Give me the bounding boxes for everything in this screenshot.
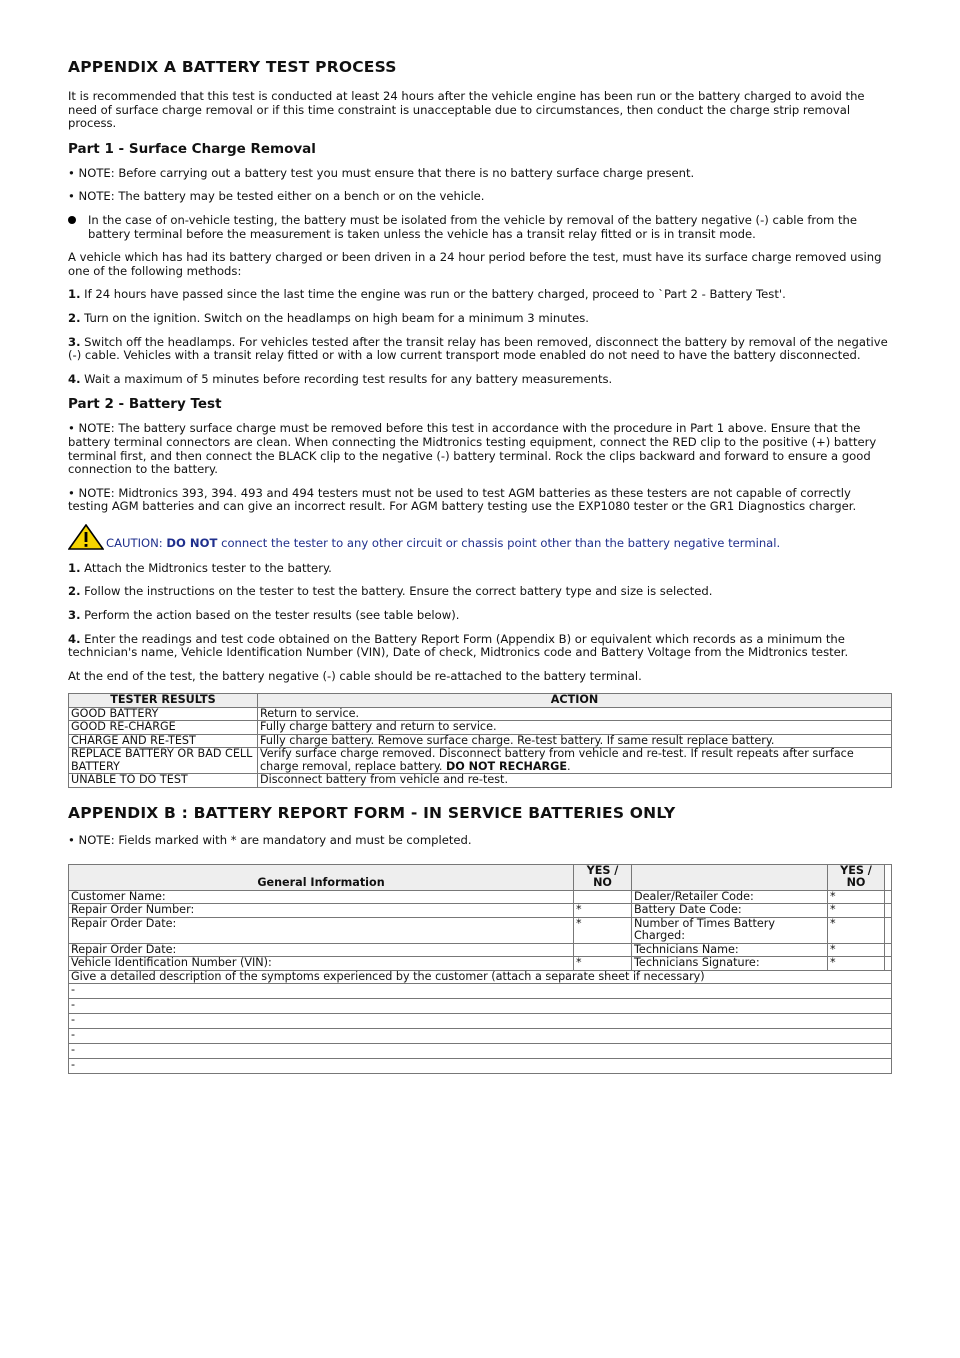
table-row	[69, 943, 892, 957]
part1-step-1	[68, 288, 892, 302]
tester-results-table	[68, 693, 892, 788]
action-cell	[258, 748, 892, 774]
symptom-line-field[interactable]: -	[69, 984, 892, 999]
table-row	[69, 890, 892, 904]
result-cell: GOOD BATTERY	[69, 707, 258, 721]
table-row	[69, 707, 892, 721]
symptom-line[interactable]	[69, 1029, 892, 1044]
mandatory-mark: *	[574, 904, 632, 918]
step-number: 3.	[68, 608, 81, 623]
form-label: Number of Times Battery Charged:	[632, 917, 828, 943]
mandatory-mark: *	[828, 904, 885, 918]
caution-notice	[68, 524, 892, 550]
caution-body: connect the tester to any other circuit or chassis point other than the battery negative terminal.	[217, 535, 781, 550]
note-connection: • NOTE: The battery surface charge must be removed before this test in accordance with the procedure in Part 1 above. Ensure that the battery terminal connectors are clean. When connecting the Midtronics testing equipment, connect the RED clip to the positive (+) battery terminal first, and then connect the BLACK clip to the negative (-) battery terminal. Rock the clips backward and forward to ensure a good connection to the battery.	[68, 421, 877, 477]
step-number: 2.	[68, 584, 81, 599]
battery-report-form	[68, 864, 892, 1075]
part2-step-2	[68, 585, 892, 599]
form-label: Repair Order Number:	[69, 904, 574, 918]
step-text: Turn on the ignition. Switch on the headlamps on high beam for a minimum 3 minutes.	[80, 310, 589, 325]
result-cell: UNABLE TO DO TEST	[69, 774, 258, 788]
table-row	[69, 904, 892, 918]
header-yes-no-2: YES / NO	[828, 864, 885, 890]
step-text: Enter the readings and test code obtained on the Battery Report Form (Appendix B) or equivalent which records as a minimum the technician's name, Vehicle Identification Number (VIN), Date of check, Midtronics code and Battery Voltage from the Midtronics tester.	[68, 631, 849, 660]
closing-paragraph: At the end of the test, the battery negative (-) cable should be re-attached to the battery terminal.	[68, 668, 642, 683]
part1-step-2	[68, 312, 892, 326]
note-surface-charge: • NOTE: Before carrying out a battery test you must ensure that there is no battery surface charge present.	[68, 165, 695, 180]
appendix-b-title: APPENDIX B : BATTERY REPORT FORM - IN SERVICE BATTERIES ONLY	[68, 803, 676, 822]
symptom-line[interactable]	[69, 1014, 892, 1029]
table-row	[69, 748, 892, 774]
note-agm: • NOTE: Midtronics 393, 394. 493 and 494 testers must not be used to test AGM batteries as these testers are not capable of correctly testing AGM batteries and can give an incorrect result. For AGM battery testing use the EXP1080 tester or the GR1 Diagnostics charger.	[68, 485, 857, 514]
caution-emphasis: DO NOT	[166, 535, 218, 550]
header-blank	[632, 864, 828, 890]
form-label: Vehicle Identification Number (VIN):	[69, 957, 574, 971]
mandatory-mark	[574, 890, 632, 904]
symptom-line-field[interactable]: -	[69, 1029, 892, 1044]
symptom-line[interactable]	[69, 984, 892, 999]
result-cell: GOOD RE-CHARGE	[69, 721, 258, 735]
result-cell: CHARGE AND RE-TEST	[69, 734, 258, 748]
step-number: 1.	[68, 287, 81, 302]
part2-step-4	[68, 633, 892, 660]
table-row	[69, 970, 892, 984]
result-cell: REPLACE BATTERY OR BAD CELL BATTERY	[69, 748, 258, 774]
part1-step-3	[68, 336, 892, 363]
symptom-line[interactable]	[69, 1059, 892, 1074]
action-cell: Disconnect battery from vehicle and re-test.	[258, 774, 892, 788]
symptom-line[interactable]	[69, 999, 892, 1014]
action-text: Verify surface charge removed. Disconnect battery from vehicle and re-test. If result repeats after surface charge removal, replace battery.	[260, 747, 854, 773]
step-text: Switch off the headlamps. For vehicles tested after the transit relay has been removed, disconnect the battery by removal of the negative (-) cable. Vehicles with a transit relay fitted or with a low current transport mode enabled do not need to have the battery disconnected.	[68, 334, 888, 363]
mandatory-mark: *	[828, 943, 885, 957]
header-yes-no: YES / NO	[574, 864, 632, 890]
form-label: Repair Order Date:	[69, 917, 574, 943]
mandatory-mark: *	[574, 957, 632, 971]
mandatory-mark: *	[828, 957, 885, 971]
step-number: 4.	[68, 631, 81, 646]
mandatory-fields-note: • NOTE: Fields marked with * are mandatory and must be completed.	[68, 832, 472, 847]
part2-step-1	[68, 562, 892, 576]
action-emphasis: DO NOT RECHARGE	[445, 759, 567, 773]
mandatory-mark	[574, 943, 632, 957]
form-label: Technicians Name:	[632, 943, 828, 957]
step-text: Follow the instructions on the tester to test the battery. Ensure the correct battery type and size is selected.	[80, 584, 713, 599]
symptom-line-field[interactable]: -	[69, 1044, 892, 1059]
table-row	[69, 957, 892, 971]
caution-label: CAUTION:	[106, 535, 167, 550]
symptom-line[interactable]	[69, 1044, 892, 1059]
step-text: Wait a maximum of 5 minutes before recording test results for any battery measurements.	[80, 371, 613, 386]
warning-triangle-icon	[68, 524, 104, 550]
document-page	[68, 58, 892, 1074]
step-text: If 24 hours have passed since the last time the engine was run or the battery charged, proceed to `Part 2 - Battery Test'.	[80, 287, 786, 302]
methods-paragraph: A vehicle which has had its battery charged or been driven in a 24 hour period before the test, must have its surface charge removed using one of the following methods:	[68, 250, 882, 278]
step-number: 2.	[68, 310, 81, 325]
list-item	[68, 214, 892, 241]
action-cell: Fully charge battery and return to service.	[258, 721, 892, 735]
step-text: Perform the action based on the tester results (see table below).	[80, 608, 460, 623]
header-general-information: General Information	[69, 864, 574, 890]
step-text: Attach the Midtronics tester to the battery.	[80, 560, 332, 575]
form-label: Battery Date Code:	[632, 904, 828, 918]
form-label: Repair Order Date:	[69, 943, 574, 957]
form-label: Customer Name:	[69, 890, 574, 904]
form-label: Dealer/Retailer Code:	[632, 890, 828, 904]
step-number: 4.	[68, 371, 81, 386]
part1-title: Part 1 - Surface Charge Removal	[68, 140, 316, 157]
header-blank-2	[885, 864, 892, 890]
form-value-field[interactable]	[885, 957, 892, 971]
bullet-icon	[68, 216, 76, 224]
table-row	[69, 734, 892, 748]
symptom-line-field[interactable]: -	[69, 1059, 892, 1074]
appendix-a-title: APPENDIX A BATTERY TEST PROCESS	[68, 58, 397, 76]
intro-paragraph: It is recommended that this test is conducted at least 24 hours after the vehicle engine has been run or the battery charged to avoid the need of surface charge removal or if this time constraint is unacceptable due to circumstances, then conduct the charge strip removal process.	[68, 89, 865, 131]
table-row	[69, 721, 892, 735]
mandatory-mark: *	[574, 917, 632, 943]
form-value-field[interactable]	[885, 943, 892, 957]
part2-title: Part 2 - Battery Test	[68, 396, 222, 413]
mandatory-mark: *	[828, 917, 885, 943]
symptoms-label: Give a detailed description of the symptoms experienced by the customer (attach a separate sheet if necessary)	[69, 970, 892, 984]
form-value-field[interactable]	[885, 904, 892, 918]
action-end: .	[567, 759, 571, 773]
on-vehicle-bullet-text: In the case of on-vehicle testing, the battery must be isolated from the vehicle by removal of the battery negative (-) cable from the battery terminal before the measurement is taken unless the vehicle has a transit relay fitted or is in transit mode.	[88, 212, 858, 241]
note-bench-or-vehicle: • NOTE: The battery may be tested either on a bench or on the vehicle.	[68, 189, 485, 204]
bullet-list	[68, 214, 892, 241]
part2-step-3	[68, 609, 892, 623]
form-value-field[interactable]	[885, 890, 892, 904]
form-value-field[interactable]	[885, 917, 892, 943]
mandatory-mark: *	[828, 890, 885, 904]
symptom-line-field[interactable]: -	[69, 999, 892, 1014]
table-row	[69, 917, 892, 943]
part1-step-4	[68, 373, 892, 387]
form-label: Technicians Signature:	[632, 957, 828, 971]
table-row	[69, 774, 892, 788]
action-cell: Return to service.	[258, 707, 892, 721]
action-cell: Fully charge battery. Remove surface charge. Re-test battery. If same result replace battery.	[258, 734, 892, 748]
header-action: ACTION	[258, 694, 892, 708]
symptom-line-field[interactable]: -	[69, 1014, 892, 1029]
caution-text	[106, 536, 780, 550]
step-number: 1.	[68, 560, 81, 575]
header-tester-results: TESTER RESULTS	[69, 694, 258, 708]
step-number: 3.	[68, 334, 81, 349]
